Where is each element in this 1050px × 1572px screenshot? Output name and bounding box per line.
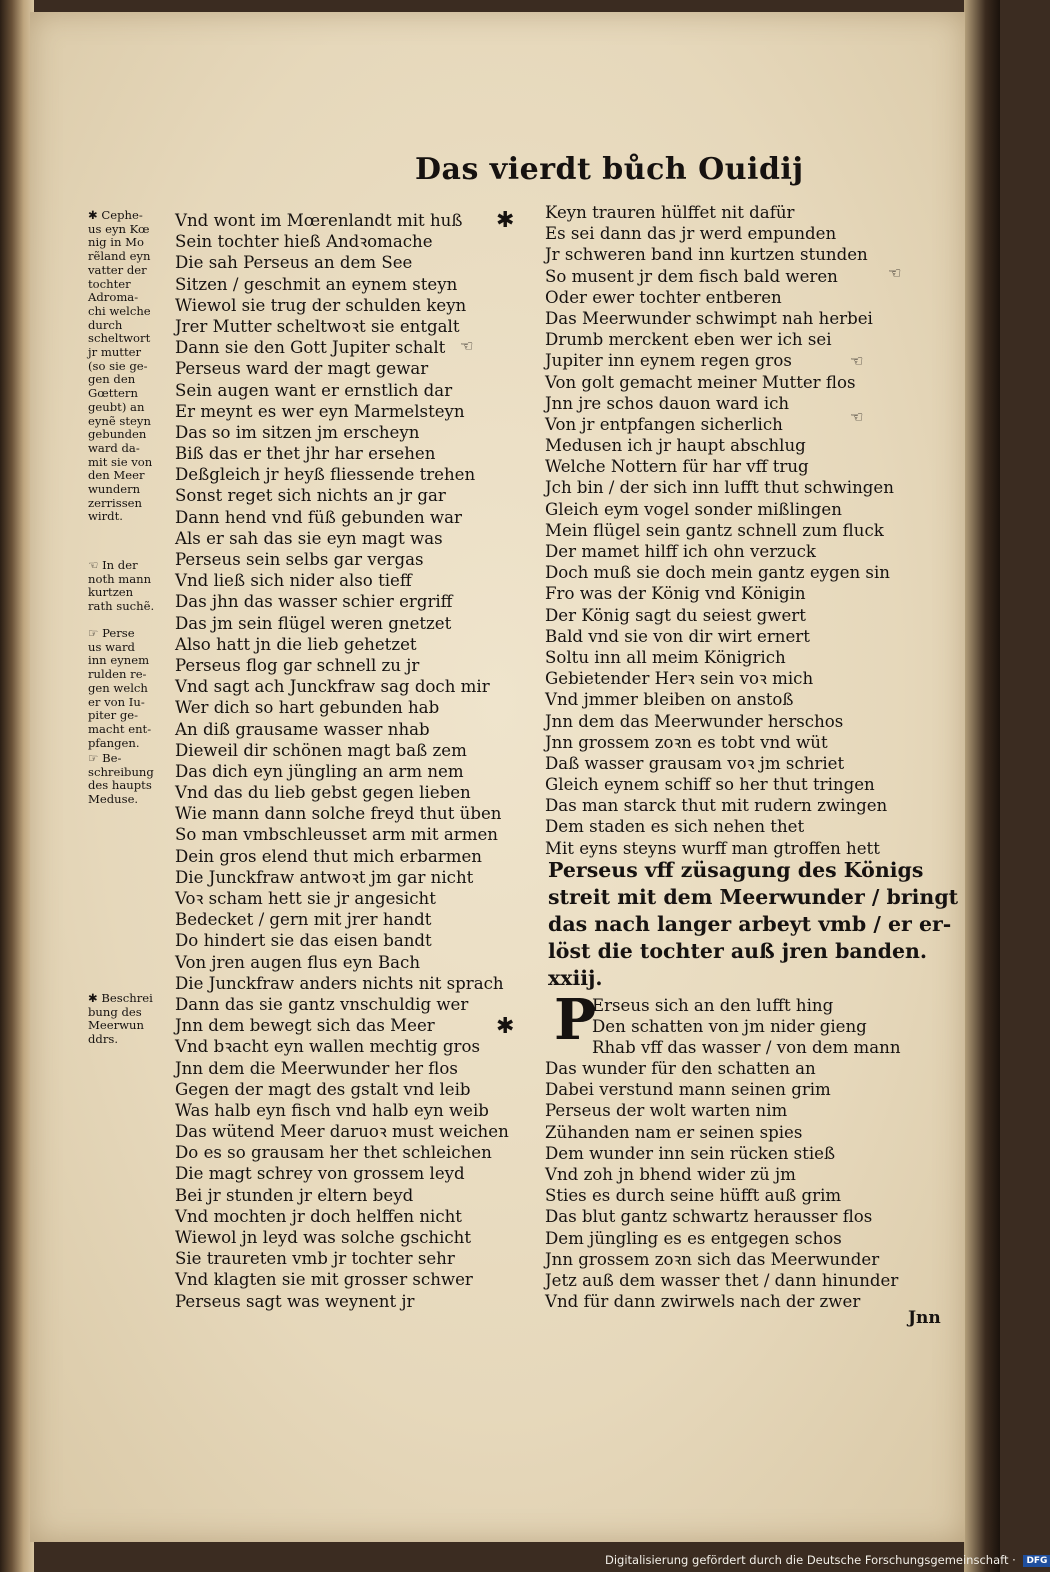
text-line: Das so im sitzen jm erscheyn [175,422,420,442]
text-line: Oder ewer tochter entberen [545,287,782,307]
text-line: Vnd ließ sich nider also tieff [175,571,412,591]
text-line: Jnn dem bewegt sich das Meer [175,1016,435,1036]
text-line: Was halb eyn fisch vnd halb eyn weib [175,1100,489,1120]
text-line: Vnd jmmer bleiben on anstoß [545,690,794,710]
text-line: Gleich eym vogel sonder mißlingen [545,499,842,519]
text-line: Mit eyns steyns wurff man gtroffen hett [545,838,880,858]
text-line: Dem staden es sich nehen thet [545,817,805,837]
text-line: Dein gros elend thut mich erbarmen [175,846,482,866]
text-line: Jch bin / der sich inn lufft thut schwingen [545,478,894,498]
text-line: streit mit dem Meerwunder / bringt [548,885,959,909]
text-line: Sein tochter hieß Andꝛomache [175,232,433,252]
text-line: Vnd sagt ach Junckfraw sag doch mir [175,677,490,697]
chapter-heading [548,857,959,992]
text-line: Drumb merckent eben wer ich sei [545,330,832,350]
pointing-hand-icon: ☜ [460,337,474,355]
text-line: Keyn trauren hülffet nit dafür [545,203,795,222]
text-line: Sties es durch seine hüfft auß grim [545,1186,842,1206]
text-line: Der König sagt du seiest gwert [545,605,806,625]
text-line: Von jren augen flus eyn Bach [175,952,421,972]
text-line: Jr schweren band inn kurtzen stunden [545,245,868,265]
text-line: Mein flügel sein gantz schnell zum fluck [545,520,884,540]
pointing-hand-icon: ☜ [850,408,864,426]
text-column-right [545,202,894,859]
margin-note: ✱ Beschrei bung des Meerwun ddrs. [88,991,153,1047]
text-line: Die sah Perseus an dem See [175,253,413,273]
text-line: Jnn grossem zoꝛn sich das Meerwunder [545,1249,880,1269]
text-column-right-dropcap [592,995,901,1059]
text-line: Rhab vff das wasser / von dem mann [592,1038,901,1058]
text-line: Das dich eyn jüngling an arm nem [175,761,464,781]
text-line: Dann sie den Gott Jupiter schalt [175,338,446,358]
text-line: Bald vnd sie von dir wirt ernert [545,626,810,646]
text-line: Wer dich so hart gebunden hab [175,698,440,718]
text-line: Dem jüngling es es entgegen schos [545,1228,842,1248]
text-line: Gegen der magt des gstalt vnd leib [175,1079,471,1099]
text-line: Es sei dann das jr werd empunden [545,224,837,244]
text-line: Vnd das du lieb gebst gegen lieben [175,783,471,803]
asterisk-icon: ✱ [496,208,515,233]
text-line: Perseus flog gar schnell zu jr [175,655,420,675]
text-line: Do es so grausam her thet schleichen [175,1143,492,1163]
footer-text: Digitalisierung gefördert durch die Deutsche Forschungsgemeinschaft [605,1553,1009,1567]
text-line: Jupiter inn eynem regen gros [545,351,792,371]
text-line: Bedecket / gern mit jrer handt [175,910,432,930]
text-line: An diß grausame wasser nhab [175,719,430,739]
margin-note: ☞ Perse us ward inn eynem rulden re- gen welch er von Iu- piter ge- macht ent- pfangen. [88,626,152,750]
text-line: Deßgleich jr heyß fliessende trehen [175,465,476,485]
text-line: Dann das sie gantz vnschuldig wer [175,994,469,1014]
text-line: Die magt schrey von grossem leyd [175,1164,465,1184]
catchword: Jnn [908,1308,941,1328]
text-line: Perseus der wolt warten nim [545,1101,788,1121]
text-line: Do hindert sie das eisen bandt [175,931,432,951]
text-line: Dabei verstund mann seinen grim [545,1080,831,1100]
running-head: Das vierdt bůch Ouidij [415,152,804,187]
text-line: das nach langer arbeyt vmb / er er- [548,912,952,936]
text-line: Die Junckfraw anders nichts nit sprach [175,973,504,993]
margin-note: ☞ Be- schreibung des haupts Meduse. [88,751,154,807]
text-line: Als er sah das sie eyn magt was [175,528,443,548]
drop-cap: P [554,987,597,1053]
text-line: Das wunder für den schatten an [545,1059,816,1078]
text-line: Jnn grossem zoꝛn es tobt vnd wüt [545,732,828,752]
text-line: Das blut gantz schwartz herausser flos [545,1207,873,1227]
text-line: Perseus ward der magt gewar [175,359,429,379]
text-line: Wiewol jn leyd was solche gschicht [175,1228,472,1247]
text-line: Jetz auß dem wasser thet / dann hinunder [545,1270,899,1290]
text-line: Dann hend vnd füß gebunden war [175,507,462,527]
text-line: Das Meerwunder schwimpt nah herbei [545,308,873,328]
text-line: Sitzen / geschmit an eynem steyn [175,274,458,294]
text-line: Jnn dem das Meerwunder herschos [545,711,844,731]
text-line: Vnd mochten jr doch helffen nicht [175,1206,462,1226]
text-line: Das man starck thut mit rudern zwingen [545,796,888,816]
text-line: Er meynt es wer eyn Marmelsteyn [175,401,465,421]
margin-note: ☜ In der noth mann kurtzen rath suchẽ. [88,558,155,614]
text-line: Dieweil dir schönen magt baß zem [175,740,467,760]
text-line: Vnd bꝛacht eyn wallen mechtig gros [175,1037,480,1057]
text-line: Von golt gemacht meiner Mutter flos [545,372,856,392]
text-line: Erseus sich an den lufft hing [592,996,834,1015]
text-line: So man vmbschleusset arm mit armen [175,825,498,845]
asterisk-icon: ✱ [496,1014,515,1039]
dfg-logo: DFG [1023,1555,1050,1567]
text-line: Sie traureten vmb jr tochter sehr [175,1249,455,1269]
book-edge [0,0,34,1572]
pointing-hand-icon: ☜ [888,264,902,282]
text-line: Fro was der König vnd Königin [545,584,806,604]
text-line: Das jm sein flügel weren gnetzet [175,613,452,633]
text-line: Jrer Mutter scheltwoꝛt sie entgalt [175,316,460,336]
text-line: Biß das er thet jhr har ersehen [175,444,436,464]
text-line: Gebietender Herꝛ sein voꝛ mich [545,669,814,689]
text-line: löst die tochter auß jren banden. [548,939,928,963]
text-line: Vnd klagten sie mit grosser schwer [175,1270,473,1290]
text-line: Jnn dem die Meerwunder her flos [175,1058,458,1078]
text-line: Das jhn das wasser schier ergriff [175,592,453,612]
margin-note: ✱ Cephe- us eyn Kœ nig in Mo rẽland eyn vatter der tochter Adroma- chi welche durch scheltwort jr mutter (so sie ge- gen den Gœttern geubt) an eynẽ steyn gebunden ward da- mit sie von den Meer wundern zerrissen wirdt. [88,208,153,524]
text-line: So musent jr dem fisch bald weren [545,266,838,286]
text-line: Die Junckfraw antwoꝛt jm gar nicht [175,867,474,887]
text-line: Bei jr stunden jr eltern beyd [175,1185,414,1205]
text-line: Zühanden nam er seinen spies [545,1122,803,1142]
text-line: Medusen ich jr haupt abschlug [545,436,806,456]
text-line: Also hatt jn die lieb gehetzet [175,634,417,654]
text-line: Wie mann dann solche freyd thut üben [175,804,502,824]
text-line: Das wütend Meer daruoꝛ must weichen [175,1122,509,1142]
text-line: Doch muß sie doch mein gantz eygen sin [545,563,890,583]
text-line: Soltu inn all meim Königrich [545,647,786,667]
text-line: Von jr entpfangen sicherlich [545,414,783,434]
text-line: Vnd zoh jn bhend wider zü jm [545,1164,796,1184]
text-line: Den schatten von jm nider gieng [592,1017,867,1037]
text-column-left [175,210,509,1312]
text-line: Sein augen want er ernstlich dar [175,380,453,400]
text-line: Vnd wont im Mœrenlandt mit huß [175,211,463,230]
text-line: Perseus sagt was weynent jr [175,1291,415,1311]
text-line: Perseus sein selbs gar vergas [175,550,424,569]
text-line: Sonst reget sich nichts an jr gar [175,486,446,506]
text-line: Dem wunder inn sein rücken stieß [545,1143,836,1163]
text-line: Daß wasser grausam voꝛ jm schriet [545,753,845,773]
pointing-hand-icon: ☜ [850,352,864,370]
text-line: Gleich eynem schiff so her thut tringen [545,775,875,795]
text-line: xxiij. [548,966,603,990]
book-gutter [964,0,1000,1572]
text-line: Voꝛ scham hett sie jr angesicht [175,889,436,908]
book-page [30,12,965,1542]
text-line: Vnd für dann zwirwels nach der zwer [545,1292,861,1312]
text-line: Wiewol sie trug der schulden keyn [175,295,467,315]
text-line: Jnn jre schos dauon ward ich [545,393,790,413]
text-line: Welche Nottern für har vff trug [545,457,809,477]
digitization-credit: Digitalisierung gefördert durch die Deutsche Forschungsgemeinschaft · DFG [605,1553,1050,1567]
text-line: Der mamet hilff ich ohn verzuck [545,542,816,561]
text-column-right-bottom [545,1058,898,1312]
text-line: Perseus vff züsagung des Königs [548,858,924,882]
